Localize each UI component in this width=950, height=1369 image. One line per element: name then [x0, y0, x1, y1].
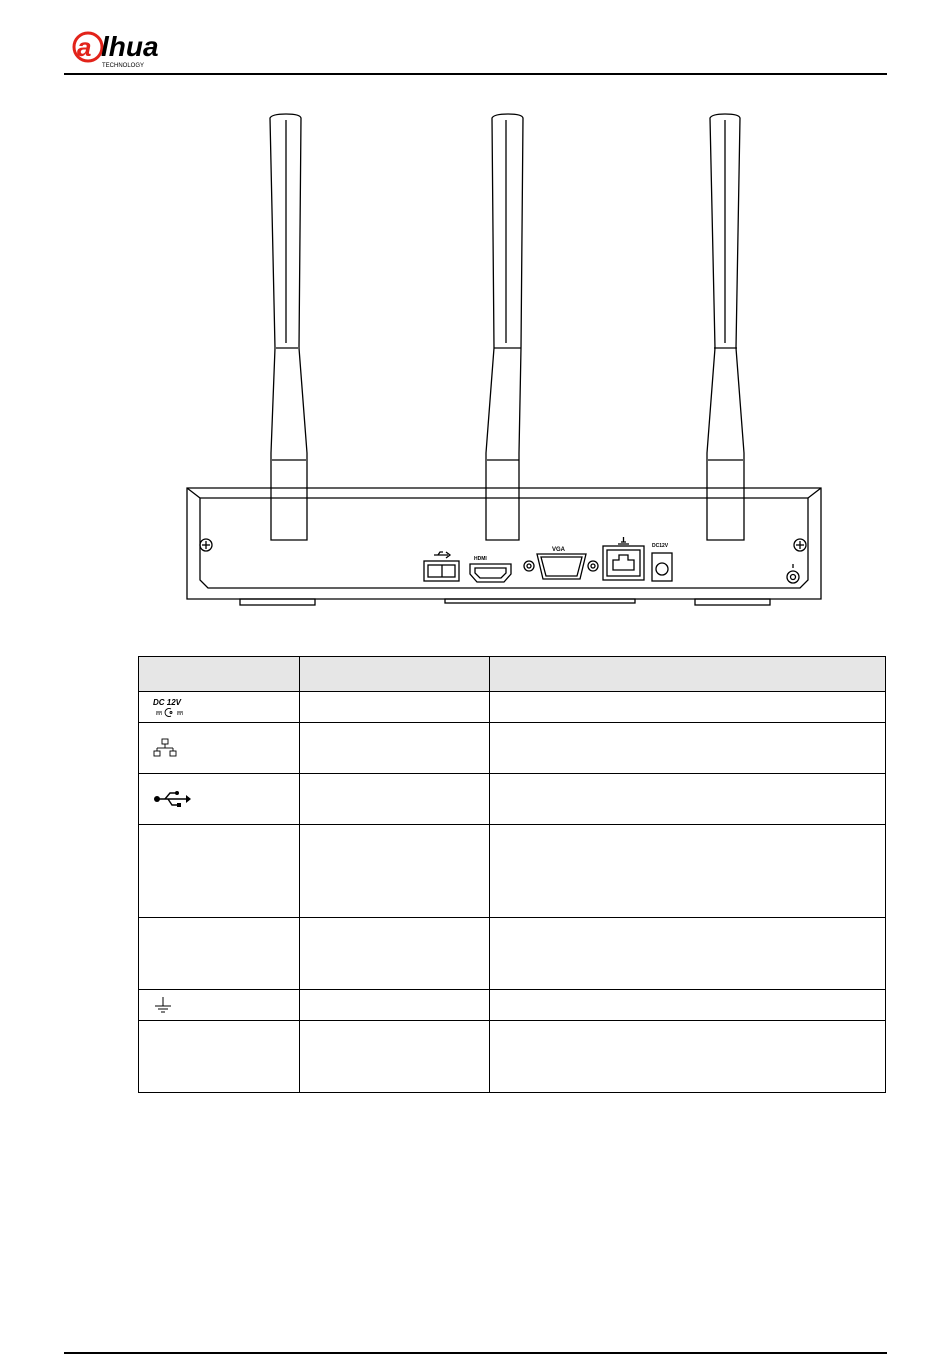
svg-text:lhua: lhua [101, 31, 159, 62]
footer-rule [64, 1352, 887, 1354]
table-row [139, 990, 886, 1021]
screw-left [200, 539, 212, 551]
port-description-cell [490, 692, 886, 723]
table-header-cell [490, 657, 886, 692]
table-row [139, 692, 886, 723]
table-header-cell [139, 657, 300, 692]
header-rule [64, 73, 887, 75]
table-row [139, 918, 886, 990]
svg-text:DC 12V: DC 12V [153, 698, 182, 707]
port-icon-cell [139, 825, 300, 918]
port-description-cell [490, 918, 886, 990]
port-description-cell [490, 990, 886, 1021]
port-name-cell [300, 825, 490, 918]
antenna-right [707, 114, 744, 540]
logo-subtitle: TECHNOLOGY [102, 63, 145, 69]
nvr-rear-panel-figure [180, 108, 830, 613]
vga-port-label: VGA [552, 547, 566, 553]
port-name-cell [300, 723, 490, 774]
port-description-cell [490, 1021, 886, 1093]
power-port [652, 553, 672, 581]
port-icon-cell [139, 918, 300, 990]
port-description-cell [490, 723, 886, 774]
antenna-left [270, 114, 307, 540]
hdmi-port-label: HDMI [474, 556, 487, 562]
table-row [139, 723, 886, 774]
dc-12v-power-icon [153, 696, 193, 718]
port-name-cell [300, 1021, 490, 1093]
chassis [187, 488, 821, 605]
ground-screw [787, 564, 799, 583]
table-row [139, 825, 886, 918]
lan-port [603, 537, 644, 580]
power-port-label: DC12V [652, 543, 669, 549]
antenna-center [486, 114, 523, 540]
network-port-icon [153, 738, 179, 758]
port-table [138, 656, 886, 1093]
table-row [139, 774, 886, 825]
port-description-cell [490, 825, 886, 918]
logo-a: a [77, 32, 92, 62]
table-header-cell [300, 657, 490, 692]
port-icon-cell [139, 1021, 300, 1093]
hdmi-port [470, 564, 511, 582]
port-name-cell [300, 774, 490, 825]
ground-icon [153, 995, 173, 1015]
port-description-cell [490, 774, 886, 825]
table-header-row [139, 657, 886, 692]
port-name-cell [300, 692, 490, 723]
screw-right [794, 539, 806, 551]
usb-icon [153, 790, 191, 808]
dahua-logo [72, 30, 187, 72]
vga-port [524, 554, 598, 579]
port-name-cell [300, 918, 490, 990]
port-name-cell [300, 990, 490, 1021]
table-row [139, 1021, 886, 1093]
usb-port [424, 552, 459, 581]
